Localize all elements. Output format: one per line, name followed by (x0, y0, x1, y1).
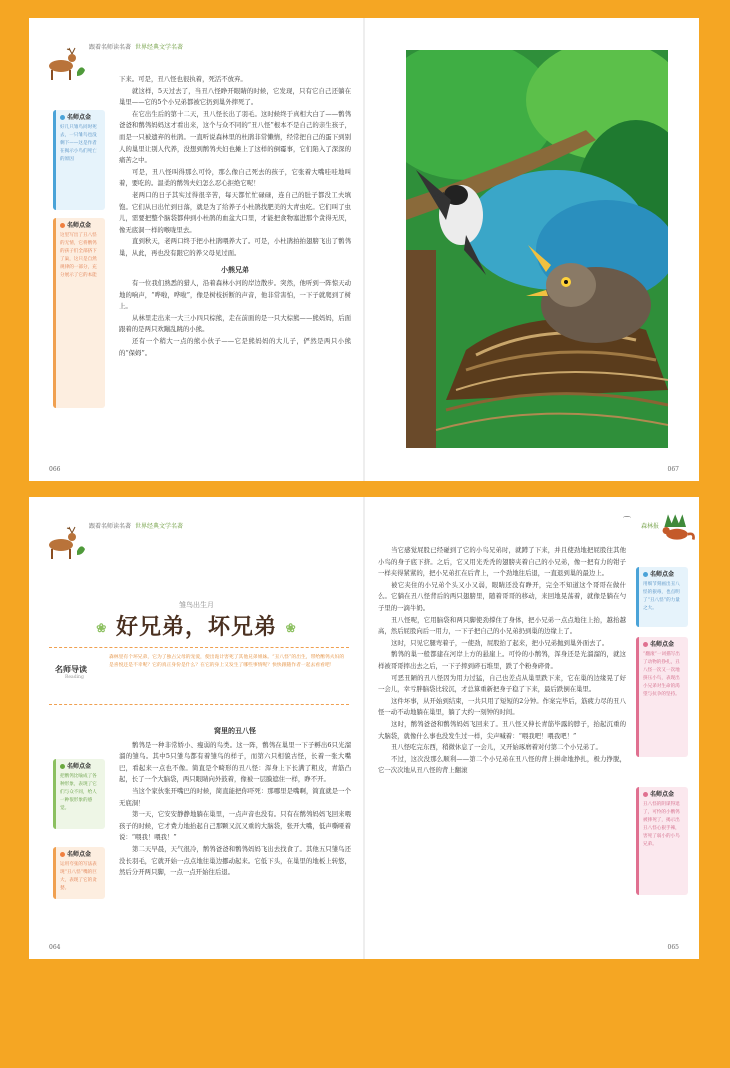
fox-illustration-icon (659, 509, 695, 545)
reading-guide-box (49, 647, 349, 705)
body-text (119, 74, 351, 464)
note-text: “翻滚”一词描写出了动物的挣扎，丑八怪一次又一次地挤压小鸟，表现出小兄弟对生命的渴望与抗争的坚持。 (643, 652, 680, 697)
paragraph: 第一天，它安安静静地躺在巢里，一点声音也没有。只有在鹡鸰妈妈飞回来喂孩子的时候，它才费力地抬起自己那颗又沉又重的大脑袋，张开大嘴，低声嘶哑着说：“喂我！喂我！” (119, 810, 351, 842)
paragraph: 下来。可是，丑八怪也很执着，死活不放弃。 (119, 75, 247, 83)
paragraph: 丑八怪吃完东西，稍微休息了一会儿，又开始琢磨着对付第二个小兄弟了。 (391, 743, 602, 752)
section-heading: 窝里的丑八怪 (214, 726, 256, 735)
paragraph: 当它感觉屁股已经碰到了它的小鸟兄弟时，就蹲了下来，并且使劲地把屁股往其他小鸟的身子底下挤。之后，它又用光秃秃的翅膀夹着自己的小兄弟，像一把有力的钳子一样夹得紧紧的，把小兄弟扛在后背上，一个劲地往后退，一直退到巢的最边上。 (378, 546, 626, 578)
paragraph: 老两口的日子其实过得很辛苦，每天都忙忙碌碌，连自己的肚子都没工夫填饱。它们从日出忙到日落，就是为了给养子小杜鹃找肥美的大青虫吃。它们叫了虫儿，需要把整个脑袋都伸到小杜鹃的血盆大口里，才能把食物塞进那个贪得无厌，像无底洞一样的喉咙里去。 (119, 190, 351, 234)
note-title: 名师点金 (643, 570, 684, 579)
paragraph: 丑八怪呢，它用脑袋和两只脚使劲撑住了身体，把小兄弟一点点地往上抬，越抬越高，然后屁股向后一用力，一下子把自己的小兄弟扔到巢的边缘上了。 (378, 615, 626, 636)
guide-label (55, 664, 87, 680)
chapter-subtitle: 雏鸟出生月 (179, 601, 214, 609)
paragraph: 被它夹住的小兄弟个头又小又弱，眼睛还没有睁开，完全不知道这个哥哥在做什么。它躺在丑八怪背后的两只翅膀里，随着哥哥的移动，来回地晃荡着，就像是躺在勺子里的一滴牛奶。 (378, 580, 626, 612)
right-page (364, 497, 699, 959)
body-text (378, 545, 626, 945)
right-page (364, 18, 699, 481)
paragraph: 第二天早晨，天气很冷，鹡鸰爸爸和鹡鸰妈妈飞出去找食了。其他五只雏鸟还没长羽毛，它就开始一点点地往巢边挪动起来。它低下头，在巢里的地板上转悠，然后分开两只脚，一点一点开始往后退。 (119, 844, 351, 877)
paragraph: 可是，丑八怪叫得那么可怜，那么像自己死去的孩子，它张着大嘴哇哇地叫着，要吃的。温柔的鹡鸰夫妇怎么忍心拒绝它呢！ (119, 167, 351, 188)
chapter-title-row (29, 610, 364, 641)
page-number-left: 064 (49, 944, 61, 951)
note-text: 运用夸张的写法表现“丑八怪”嘴的巨大，表现了它的贪婪。 (60, 862, 97, 891)
flying-bird-icon: ⌒ (623, 516, 631, 525)
header-right-text: 森林报 (640, 523, 659, 530)
note-text: 好几只雏鸟同时死去，一只雏鸟也没剩下——这是作者在揭示小鸟们死亡的原因 (60, 125, 97, 162)
note-text: 这里写出了丑八怪的无情，它将鹡鸰的孩子们全部挤下了巢，这只是自然规律的一部分，充分展示了它的本能 (60, 233, 97, 278)
paragraph: 有一位我们熟悉的猎人，沿着森林小河的岸边散步。突然，他听到一阵惊天动地的响声，“哗啦，哗啦”，像是树枝折断的声音，他非常害怕，一下子就爬到了树上。 (119, 279, 351, 311)
margin-note-right-1 (636, 567, 688, 627)
running-header (89, 521, 183, 530)
guide-label-text: 名师导读 (55, 664, 87, 674)
page-number-right: 065 (667, 944, 679, 951)
bird-nest-illustration (406, 50, 668, 448)
note-text: 丑八怪的阴谋得逞了，可怜的小鹡鸰被摔死了，揭示出丑八怪心狠手辣，害死了弱小的小鸟兄弟。 (643, 802, 680, 847)
note-title: 名师点金 (60, 762, 101, 771)
margin-note-2 (53, 218, 105, 408)
deer-illustration-icon (39, 46, 85, 82)
margin-note-1 (53, 110, 105, 210)
guide-label-en: Reading (65, 675, 84, 680)
header-series-text: 世界经典文学名著 (135, 44, 184, 51)
paragraph: 可恶丑陋的丑八怪因为用力过猛，自己也差点从巢里跌下来，它在巢的边缘晃了好一会儿，幸亏胖脑袋比较沉，才总算重新把身子稳了下来，最后跌倒在巢里。 (378, 673, 626, 694)
paragraph: 直到秋天，老两口终于把小杜鹃喂养大了。可是，小杜鹃拍拍翅膀飞出了鹡鸰巢，从此，再也没有跟它的养父母见过面。 (119, 237, 351, 257)
paragraph: 还有一个稍大一点的熊小伙子——它是熊妈妈的大儿子，俨然是两只小熊的“保姆”。 (119, 337, 351, 357)
running-header (89, 42, 183, 51)
margin-note-right-3 (636, 787, 688, 895)
header-left-text: 跟着名师读名著 (89, 523, 132, 530)
leaf-ornament-icon: ❀ (285, 621, 297, 635)
paragraph: 这件坏事，从开始到结束，一共只用了短短的2分钟。作案完毕后，筋疲力尽的丑八怪一动不动地躺在巢里，躺了大约一刻钟的时间。 (378, 696, 626, 717)
note-text: 把鹡鸰比喻成了各种形象，表现了它们与众不同，给人一种很形象的感觉。 (60, 774, 97, 811)
note-title: 名师点金 (60, 113, 101, 122)
guide-text: 森林里有个坏兄弟，它为了独占父母的宠爱，使出诡计害死了其他兄弟姐妹。“丑八怪”的出生，带给鹡鸰夫妇的是喜悦还是不幸呢？它的真正身份是什么？在它的身上又发生了哪些事情呢？快快跟随作者一起去看看吧！ (109, 655, 345, 668)
chapter-title: 好兄弟，坏兄弟 (115, 614, 277, 640)
body-text (119, 721, 351, 943)
paragraph: 从林里走出来一大三小四只棕熊，走在前面的是一只大棕熊——熊妈妈，后面跟着的是两只欢蹦乱跳的小熊。 (119, 313, 351, 334)
book-spread-top (29, 18, 699, 481)
header-series-text: 世界经典文学名著 (135, 523, 184, 530)
deer-illustration-icon (39, 525, 85, 561)
paragraph: 这时，只见它腿弯着子，一使劲，屁股抬了起来，把小兄弟抛到巢外面去了。 (391, 638, 609, 647)
leaf-ornament-icon: ❀ (96, 621, 108, 635)
margin-note-right-2 (636, 637, 688, 757)
page-number-left: 066 (49, 466, 61, 473)
note-title: 名师点金 (60, 221, 101, 230)
paragraph: 这时，鹡鸰爸爸和鹡鸰妈妈飞回来了。丑八怪又伸长青筋毕露的脖子，抬起沉重的大脑袋，就像什么事也没发生过一样，尖声喊着：“喂我吧！喂我吧！” (378, 719, 626, 740)
section-heading: 小熊兄弟 (221, 264, 249, 274)
paragraph: 就这样，5天过去了，当丑八怪睁开眼睛的时候，它发现，只有它自己还躺在巢里——它的5个小兄弟都被它扔到巢外摔死了。 (119, 86, 351, 107)
margin-note-left-1 (53, 759, 105, 829)
left-page (29, 497, 364, 959)
header-left-text: 跟着名师读名著 (89, 44, 132, 51)
paragraph: 不过，这次没那么顺利——第二个小兄弟在丑八怪的背上拼命地挣扎，极力挣脱，它一次次地从丑八怪的背上翻滚 (378, 754, 626, 775)
page-number-right: 067 (667, 466, 679, 473)
note-title: 名师点金 (643, 640, 684, 649)
note-text: 用细节刻画出丑八怪的狠毒，也点明了“丑八怪”的力量之大。 (643, 582, 680, 611)
paragraph: 鹡鸰的巢一般都建在河岸上方的悬崖上。可怜的小鹡鸰，浑身还是光溜溜的，就这样被哥哥摔出去之后，一下子摔到碎石堆里，跌了个粉身碎骨。 (378, 650, 626, 670)
note-title: 名师点金 (643, 790, 684, 799)
paragraph: 鹡鸰是一种非常娇小、瘦弱的鸟类。这一阵，鹡鸰在巢里一下子孵出6只光溜溜的雏鸟。其中5只雏鸟都有着雏鸟的样子，而第六只相貌古怪，长着一张大嘴巴，看起来一点也不像。简直是个畸形的丑八怪：浑身上下长满了粗皮，青筋凸起，长了一个大脑袋，两只眼睛向外鼓着，像被一层膜遮住一样，睁不开。 (119, 740, 351, 784)
margin-note-left-2 (53, 847, 105, 899)
left-page (29, 18, 364, 481)
paragraph: 在它出生后的第十二天，丑八怪长出了羽毛。这时候终于真相大白了——鹡鸰爸爸和鹡鸰妈妈这才看出来，这个与众不同的“丑八怪”根本不是自己的亲生孩子，而是一只被遗弃的杜鹃。一直听说森林里的杜鹃非常懒惰，经常把自己的蛋下到别人的巢里让别人代养，没想到鹡鸰夫妇也摊上了这样的倒霉事，它们陷入了深深的痛苦之中。 (119, 109, 351, 165)
note-title: 名师点金 (60, 850, 101, 859)
paragraph: 当这个家伙张开嘴巴的时候，简直能把你吓死：那哪里是嘴啊，简直就是一个无底洞！ (119, 786, 351, 807)
book-spread-bottom (29, 497, 699, 959)
